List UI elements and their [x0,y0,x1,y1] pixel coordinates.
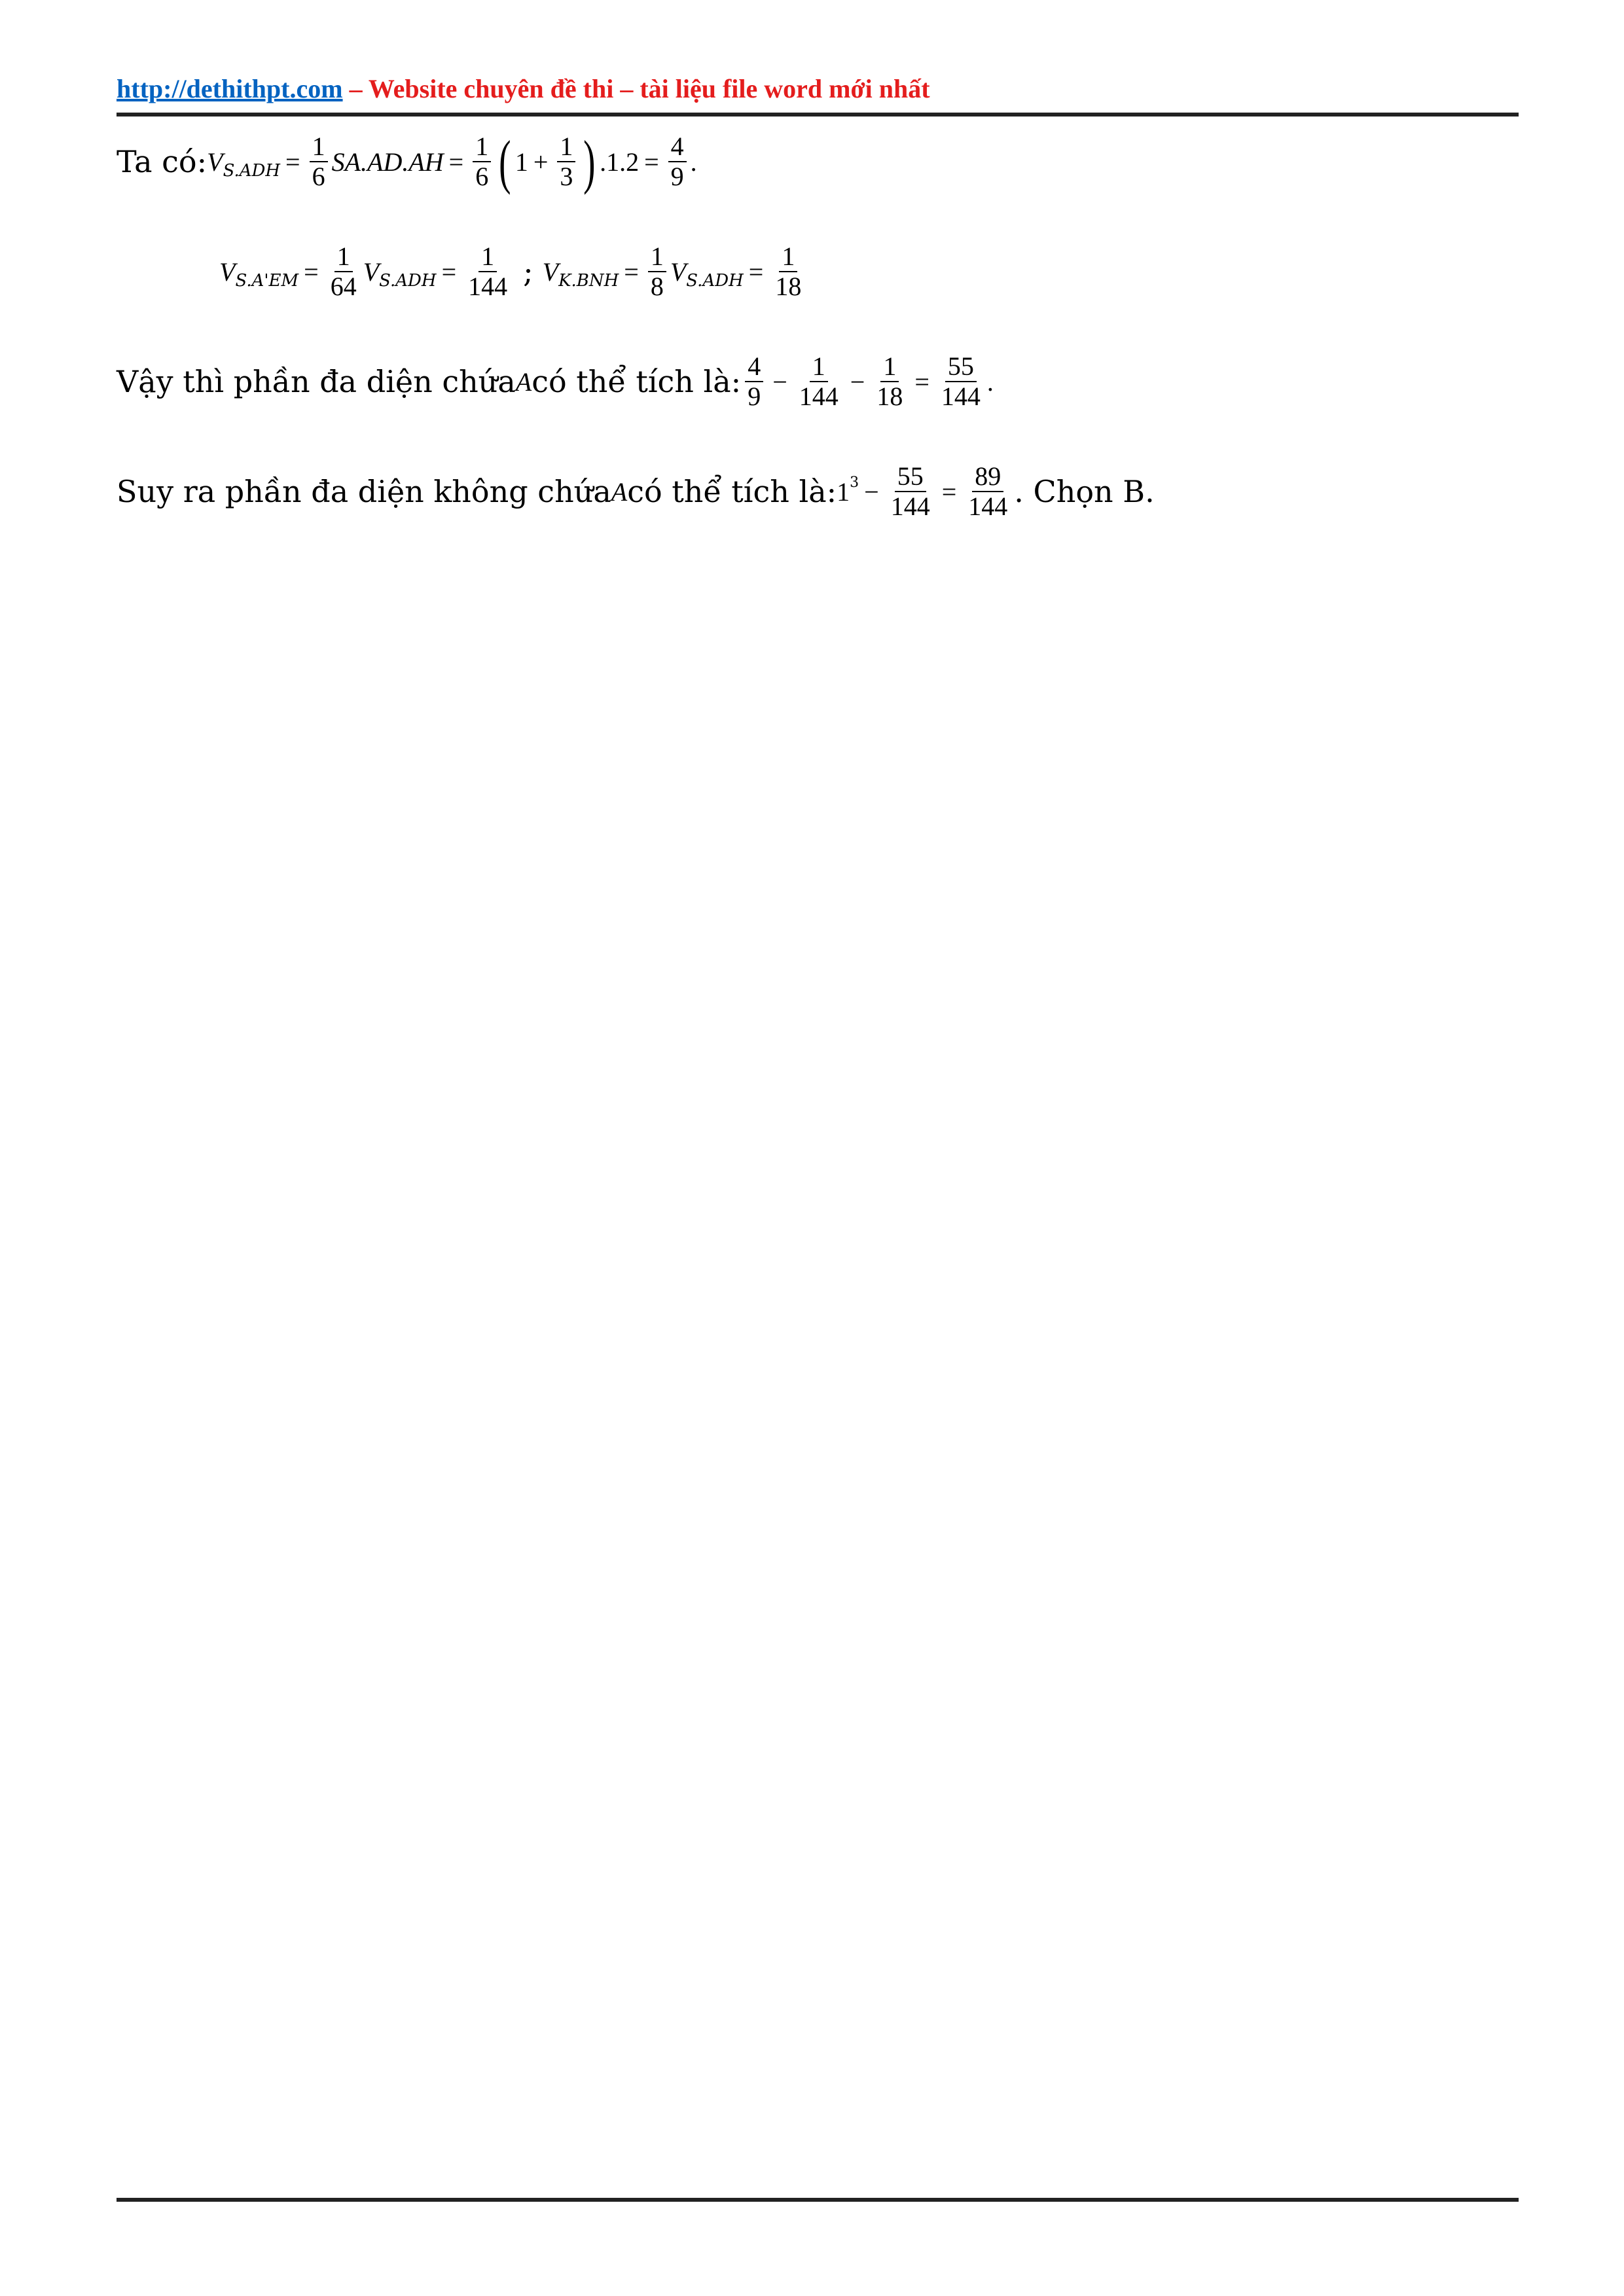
equals-sign: = [941,476,957,507]
numerator: 1 [310,132,328,162]
page-header [117,73,1517,113]
header-link[interactable]: http://dethithpt.com [117,74,343,103]
right-paren: ) [583,128,596,195]
denominator: 144 [468,272,508,301]
equals-sign: = [624,257,639,287]
plus-sign: + [533,147,549,177]
fraction [939,352,983,411]
numerator: 1 [880,352,899,382]
tail-term: .1.2 [600,147,640,177]
volume-symbol: V [207,147,223,177]
text-line-3 [117,346,994,418]
separator: ; [523,254,533,289]
volume-subscript: S.ADH [686,271,744,291]
fraction [557,132,575,191]
period: . [986,367,994,397]
minus-sign: − [850,367,865,397]
equals-sign: = [914,367,929,397]
minus-sign: − [864,476,879,507]
left-paren: ( [499,128,511,195]
equals-sign: = [644,147,659,177]
equals-sign: = [748,257,764,287]
fraction [874,352,905,411]
numerator: 1 [473,132,491,162]
text-line-4 [117,456,1155,528]
denominator: 144 [890,492,930,521]
volume-symbol: V [219,257,236,287]
equals-sign: = [448,147,464,177]
denominator: 9 [748,382,761,411]
denominator: 9 [670,162,684,191]
footer-rule [117,2198,1519,2202]
product-term: SA.AD.AH [331,147,444,177]
numerator: 1 [779,242,797,272]
denominator: 6 [475,162,489,191]
base-one: 1 [837,476,850,507]
fraction [648,242,666,301]
volume-subscript: S.ADH [223,161,281,181]
fraction [965,462,1010,521]
fraction [772,242,804,301]
numerator: 4 [668,132,687,162]
volume-symbol: V [363,257,380,287]
fraction [888,462,933,521]
volume-symbol: V [670,257,687,287]
one: 1 [514,147,528,177]
answer-text: . Chọn B. [1014,474,1155,509]
minus-sign: − [772,367,787,397]
fraction [797,352,841,411]
numerator: 1 [557,132,575,162]
fraction [668,132,687,191]
equals-sign: = [285,147,300,177]
exponent: 3 [850,474,859,491]
fraction [465,242,510,301]
denominator: 64 [330,272,357,301]
numerator: 55 [945,352,977,382]
fraction [328,242,359,301]
numerator: 1 [478,242,497,272]
body-text: có thể tích là: [627,474,837,509]
denominator: 144 [799,382,839,411]
denominator: 144 [941,382,981,411]
equals-sign: = [441,257,457,287]
fraction [473,132,491,191]
header-tagline: – Website chuyên đề thi – tài liệu file word mới nhất [342,74,930,103]
variable-a: A [611,476,628,507]
period: . [690,147,697,177]
numerator: 55 [895,462,926,492]
denominator: 18 [876,382,903,411]
equation-line-1 [117,126,697,198]
denominator: 6 [312,162,325,191]
equation-line-2 [219,236,808,308]
intro-text: Ta có: [117,144,208,179]
equals-sign: = [304,257,319,287]
denominator: 8 [650,272,664,301]
numerator: 4 [745,352,763,382]
header-rule [117,113,1519,117]
volume-subscript: S.ADH [379,271,437,291]
body-text: Vậy thì phần đa diện chứa [117,364,516,399]
fraction [310,132,328,191]
volume-subscript: K.BNH [558,271,619,291]
variable-a: A [515,367,532,397]
fraction [745,352,763,411]
denominator: 18 [775,272,802,301]
numerator: 89 [972,462,1003,492]
denominator: 3 [560,162,573,191]
numerator: 1 [648,242,666,272]
volume-symbol: V [542,257,559,287]
numerator: 1 [810,352,828,382]
volume-subscript: S.A'EM [235,271,299,291]
body-text: có thể tích là: [532,364,742,399]
numerator: 1 [334,242,353,272]
denominator: 144 [968,492,1008,521]
body-text: Suy ra phần đa diện không chứa [117,474,611,509]
